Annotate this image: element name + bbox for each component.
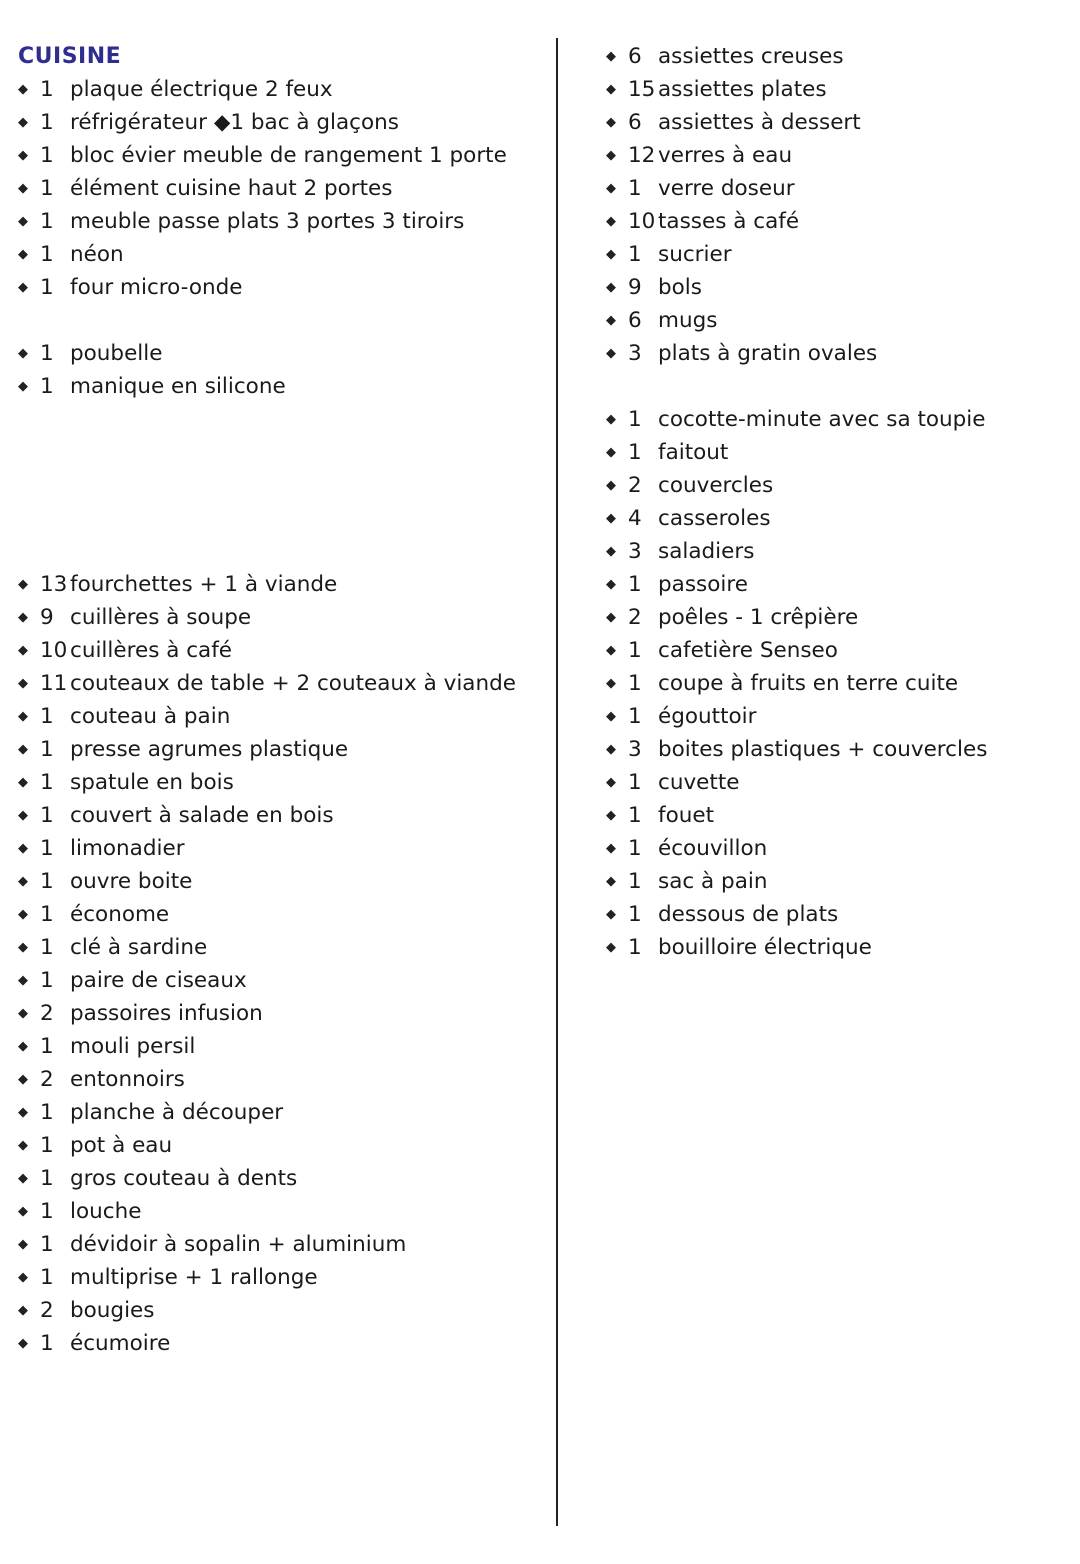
item-quantity: 1 <box>40 176 54 201</box>
item-quantity: 1 <box>40 1034 54 1059</box>
list-item <box>18 865 548 898</box>
item-quantity: 1 <box>40 704 54 729</box>
bullet-icon: ◆ <box>18 709 28 724</box>
bullet-icon: ◆ <box>18 247 28 262</box>
left-column <box>18 40 548 1360</box>
list-item <box>18 931 548 964</box>
item-quantity: 1 <box>40 1265 54 1290</box>
item-label: assiettes à dessert <box>658 110 861 135</box>
section-title: CUISINE <box>18 44 122 69</box>
bullet-icon: ◆ <box>606 313 616 328</box>
list-item <box>606 73 1066 106</box>
list-item <box>606 106 1066 139</box>
list-item <box>18 1162 548 1195</box>
bullet-icon: ◆ <box>606 544 616 559</box>
item-label: couteaux de table + 2 couteaux à viande <box>70 671 516 696</box>
list-item <box>606 238 1066 271</box>
item-label: cocotte-minute avec sa toupie <box>658 407 986 432</box>
bullet-icon: ◆ <box>606 148 616 163</box>
item-quantity: 1 <box>40 968 54 993</box>
item-quantity: 2 <box>40 1001 54 1026</box>
item-label: couvert à salade en bois <box>70 803 334 828</box>
item-label: mouli persil <box>70 1034 196 1059</box>
item-label: bouilloire électrique <box>658 935 872 960</box>
item-quantity: 3 <box>628 737 642 762</box>
bullet-icon: ◆ <box>606 412 616 427</box>
list-item <box>606 931 1066 964</box>
list-item <box>18 634 548 667</box>
item-label: planche à découper <box>70 1100 284 1125</box>
list-item <box>606 898 1066 931</box>
list-item <box>18 238 548 271</box>
item-quantity: 1 <box>40 935 54 960</box>
item-quantity: 1 <box>40 737 54 762</box>
list-item <box>18 1228 548 1261</box>
bullet-icon: ◆ <box>18 1039 28 1054</box>
list-item <box>18 370 548 403</box>
item-label: paire de ciseaux <box>70 968 247 993</box>
bullet-icon: ◆ <box>606 214 616 229</box>
item-label: meuble passe plats 3 portes 3 tiroirs <box>70 209 465 234</box>
item-quantity: 1 <box>628 572 642 597</box>
item-quantity: 2 <box>40 1298 54 1323</box>
item-label: élément cuisine haut 2 portes <box>70 176 393 201</box>
item-quantity: 1 <box>628 176 642 201</box>
item-quantity: 9 <box>628 275 642 300</box>
bullet-icon: ◆ <box>18 379 28 394</box>
list-item <box>18 601 548 634</box>
item-quantity: 6 <box>628 308 642 333</box>
item-label: cuvette <box>658 770 740 795</box>
bullet-icon: ◆ <box>18 907 28 922</box>
item-label: cafetière Senseo <box>658 638 838 663</box>
item-label: cuillères à café <box>70 638 233 663</box>
right-column <box>606 40 1066 964</box>
bullet-icon: ◆ <box>18 1237 28 1252</box>
item-quantity: 1 <box>40 242 54 267</box>
item-quantity: 11 <box>40 671 68 696</box>
item-label: sac à pain <box>658 869 768 894</box>
list-item <box>606 766 1066 799</box>
item-label: multiprise + 1 rallonge <box>70 1265 318 1290</box>
bullet-icon: ◆ <box>18 1171 28 1186</box>
item-label: clé à sardine <box>70 935 208 960</box>
list-item <box>606 634 1066 667</box>
item-label: manique en silicone <box>70 374 286 399</box>
list-item <box>18 898 548 931</box>
bullet-icon: ◆ <box>606 907 616 922</box>
item-quantity: 2 <box>628 605 642 630</box>
item-label: fourchettes + 1 à viande <box>70 572 338 597</box>
item-label: dessous de plats <box>658 902 839 927</box>
item-quantity: 1 <box>40 341 54 366</box>
item-label: casseroles <box>658 506 771 531</box>
item-quantity: 1 <box>628 803 642 828</box>
list-item <box>18 997 548 1030</box>
bullet-icon: ◆ <box>606 115 616 130</box>
list-item <box>18 1129 548 1162</box>
item-quantity: 1 <box>40 869 54 894</box>
item-label: dévidoir à sopalin + aluminium <box>70 1232 407 1257</box>
bullet-icon: ◆ <box>18 643 28 658</box>
item-quantity: 1 <box>40 836 54 861</box>
item-quantity: 4 <box>628 506 642 531</box>
item-label: verres à eau <box>658 143 793 168</box>
item-quantity: 12 <box>628 143 656 168</box>
bullet-icon: ◆ <box>18 676 28 691</box>
bullet-icon: ◆ <box>606 478 616 493</box>
list-item <box>606 172 1066 205</box>
item-label: fouet <box>658 803 715 828</box>
bullet-icon: ◆ <box>18 742 28 757</box>
item-quantity: 6 <box>628 44 642 69</box>
item-quantity: 1 <box>40 77 54 102</box>
bullet-icon: ◆ <box>18 841 28 856</box>
list-item <box>18 271 548 304</box>
item-quantity: 1 <box>40 1133 54 1158</box>
bullet-icon: ◆ <box>18 1006 28 1021</box>
bullet-icon: ◆ <box>18 775 28 790</box>
list-item <box>606 700 1066 733</box>
bullet-icon: ◆ <box>606 280 616 295</box>
item-label: spatule en bois <box>70 770 234 795</box>
bullet-icon: ◆ <box>18 214 28 229</box>
item-quantity: 1 <box>40 803 54 828</box>
bullet-icon: ◆ <box>606 577 616 592</box>
item-label: couvercles <box>658 473 774 498</box>
item-label: passoires infusion <box>70 1001 263 1026</box>
bullet-icon: ◆ <box>606 775 616 790</box>
bullet-icon: ◆ <box>606 247 616 262</box>
list-item <box>18 667 548 700</box>
bullet-icon: ◆ <box>18 1270 28 1285</box>
list-item <box>18 1063 548 1096</box>
item-quantity: 15 <box>628 77 656 102</box>
item-label: écumoire <box>70 1331 171 1356</box>
item-label: cuillères à soupe <box>70 605 252 630</box>
bullet-icon: ◆ <box>606 49 616 64</box>
list-item <box>18 73 548 106</box>
list-item <box>18 172 548 205</box>
item-quantity: 1 <box>628 440 642 465</box>
item-quantity: 13 <box>40 572 68 597</box>
bullet-icon: ◆ <box>606 346 616 361</box>
item-quantity: 1 <box>628 242 642 267</box>
bullet-icon: ◆ <box>18 1072 28 1087</box>
list-item <box>606 601 1066 634</box>
item-label: plats à gratin ovales <box>658 341 878 366</box>
item-label: bols <box>658 275 702 300</box>
list-item <box>18 106 548 139</box>
item-label: poêles - 1 crêpière <box>658 605 859 630</box>
list-item <box>18 700 548 733</box>
list-item <box>18 733 548 766</box>
item-label: entonnoirs <box>70 1067 185 1092</box>
item-quantity: 1 <box>40 1199 54 1224</box>
bullet-icon: ◆ <box>18 115 28 130</box>
item-quantity: 3 <box>628 539 642 564</box>
list-item <box>18 1261 548 1294</box>
list-item <box>18 1195 548 1228</box>
bullet-icon: ◆ <box>606 841 616 856</box>
list-item <box>18 1294 548 1327</box>
bullet-icon: ◆ <box>18 346 28 361</box>
item-label: bloc évier meuble de rangement 1 porte <box>70 143 507 168</box>
list-item <box>18 1030 548 1063</box>
item-quantity: 1 <box>40 374 54 399</box>
bullet-icon: ◆ <box>606 874 616 889</box>
item-label: louche <box>70 1199 142 1224</box>
item-label: sucrier <box>658 242 732 267</box>
item-label: plaque électrique 2 feux <box>70 77 333 102</box>
item-label: couteau à pain <box>70 704 231 729</box>
bullet-icon: ◆ <box>18 1303 28 1318</box>
column-divider <box>556 38 558 1526</box>
item-label: verre doseur <box>658 176 795 201</box>
list-item <box>606 469 1066 502</box>
item-label: mugs <box>658 308 718 333</box>
item-label: économe <box>70 902 170 927</box>
list-item <box>18 139 548 172</box>
list-item <box>606 139 1066 172</box>
item-quantity: 1 <box>40 1232 54 1257</box>
list-item <box>606 568 1066 601</box>
bullet-icon: ◆ <box>18 280 28 295</box>
bullet-icon: ◆ <box>606 676 616 691</box>
item-quantity: 1 <box>40 209 54 234</box>
item-label: presse agrumes plastique <box>70 737 349 762</box>
left-inventory-list <box>18 73 548 1360</box>
list-item <box>18 337 548 370</box>
item-label: boites plastiques + couvercles <box>658 737 988 762</box>
item-quantity: 1 <box>628 836 642 861</box>
item-label: faitout <box>658 440 729 465</box>
list-item <box>606 205 1066 238</box>
list-item <box>18 766 548 799</box>
item-label: bougies <box>70 1298 155 1323</box>
item-quantity: 6 <box>628 110 642 135</box>
bullet-icon: ◆ <box>606 511 616 526</box>
bullet-icon: ◆ <box>18 1105 28 1120</box>
bullet-icon: ◆ <box>18 808 28 823</box>
item-quantity: 9 <box>40 605 54 630</box>
item-label: néon <box>70 242 124 267</box>
list-item <box>18 205 548 238</box>
item-quantity: 1 <box>40 1100 54 1125</box>
bullet-icon: ◆ <box>18 148 28 163</box>
bullet-icon: ◆ <box>606 610 616 625</box>
list-item <box>18 964 548 997</box>
bullet-icon: ◆ <box>606 181 616 196</box>
bullet-icon: ◆ <box>18 874 28 889</box>
item-label: assiettes creuses <box>658 44 844 69</box>
item-label: tasses à café <box>658 209 800 234</box>
bullet-icon: ◆ <box>18 181 28 196</box>
item-label: pot à eau <box>70 1133 173 1158</box>
item-quantity: 1 <box>628 407 642 432</box>
item-label: limonadier <box>70 836 185 861</box>
bullet-icon: ◆ <box>606 445 616 460</box>
right-inventory-list <box>606 40 1066 964</box>
bullet-icon: ◆ <box>606 709 616 724</box>
item-quantity: 1 <box>40 110 54 135</box>
item-label: écouvillon <box>658 836 768 861</box>
item-label: saladiers <box>658 539 755 564</box>
item-quantity: 1 <box>628 902 642 927</box>
list-item <box>18 799 548 832</box>
item-quantity: 1 <box>40 143 54 168</box>
list-item <box>606 337 1066 370</box>
item-label: coupe à fruits en terre cuite <box>658 671 959 696</box>
item-label: ouvre boite <box>70 869 193 894</box>
item-label: égouttoir <box>658 704 757 729</box>
item-quantity: 1 <box>40 902 54 927</box>
bullet-icon: ◆ <box>18 577 28 592</box>
list-item <box>606 667 1066 700</box>
bullet-icon: ◆ <box>606 643 616 658</box>
list-item <box>18 1096 548 1129</box>
list-item <box>606 271 1066 304</box>
list-item <box>606 832 1066 865</box>
list-item <box>606 436 1066 469</box>
list-item <box>606 799 1066 832</box>
item-quantity: 1 <box>628 638 642 663</box>
item-quantity: 10 <box>40 638 68 663</box>
item-quantity: 1 <box>628 935 642 960</box>
bullet-icon: ◆ <box>606 940 616 955</box>
item-quantity: 2 <box>40 1067 54 1092</box>
bullet-icon: ◆ <box>606 808 616 823</box>
bullet-icon: ◆ <box>18 1336 28 1351</box>
item-quantity: 1 <box>628 869 642 894</box>
item-label: gros couteau à dents <box>70 1166 298 1191</box>
item-quantity: 1 <box>40 770 54 795</box>
item-quantity: 3 <box>628 341 642 366</box>
list-item <box>606 40 1066 73</box>
item-quantity: 10 <box>628 209 656 234</box>
list-item <box>18 832 548 865</box>
bullet-icon: ◆ <box>18 973 28 988</box>
list-item <box>606 865 1066 898</box>
bullet-icon: ◆ <box>18 1138 28 1153</box>
list-item <box>606 403 1066 436</box>
item-quantity: 1 <box>40 1331 54 1356</box>
item-label: poubelle <box>70 341 163 366</box>
list-item <box>606 733 1066 766</box>
bullet-icon: ◆ <box>606 742 616 757</box>
item-label: four micro-onde <box>70 275 243 300</box>
bullet-icon: ◆ <box>606 82 616 97</box>
item-label: réfrigérateur ◆1 bac à glaçons <box>70 110 399 135</box>
item-quantity: 2 <box>628 473 642 498</box>
list-item <box>18 1327 548 1360</box>
item-quantity: 1 <box>628 704 642 729</box>
item-label: assiettes plates <box>658 77 827 102</box>
list-item <box>606 535 1066 568</box>
item-label: passoire <box>658 572 748 597</box>
list-item <box>18 568 548 601</box>
bullet-icon: ◆ <box>18 1204 28 1219</box>
list-item <box>606 304 1066 337</box>
bullet-icon: ◆ <box>18 82 28 97</box>
item-quantity: 1 <box>628 671 642 696</box>
list-item <box>606 502 1066 535</box>
bullet-icon: ◆ <box>18 610 28 625</box>
item-quantity: 1 <box>628 770 642 795</box>
item-quantity: 1 <box>40 275 54 300</box>
bullet-icon: ◆ <box>18 940 28 955</box>
item-quantity: 1 <box>40 1166 54 1191</box>
